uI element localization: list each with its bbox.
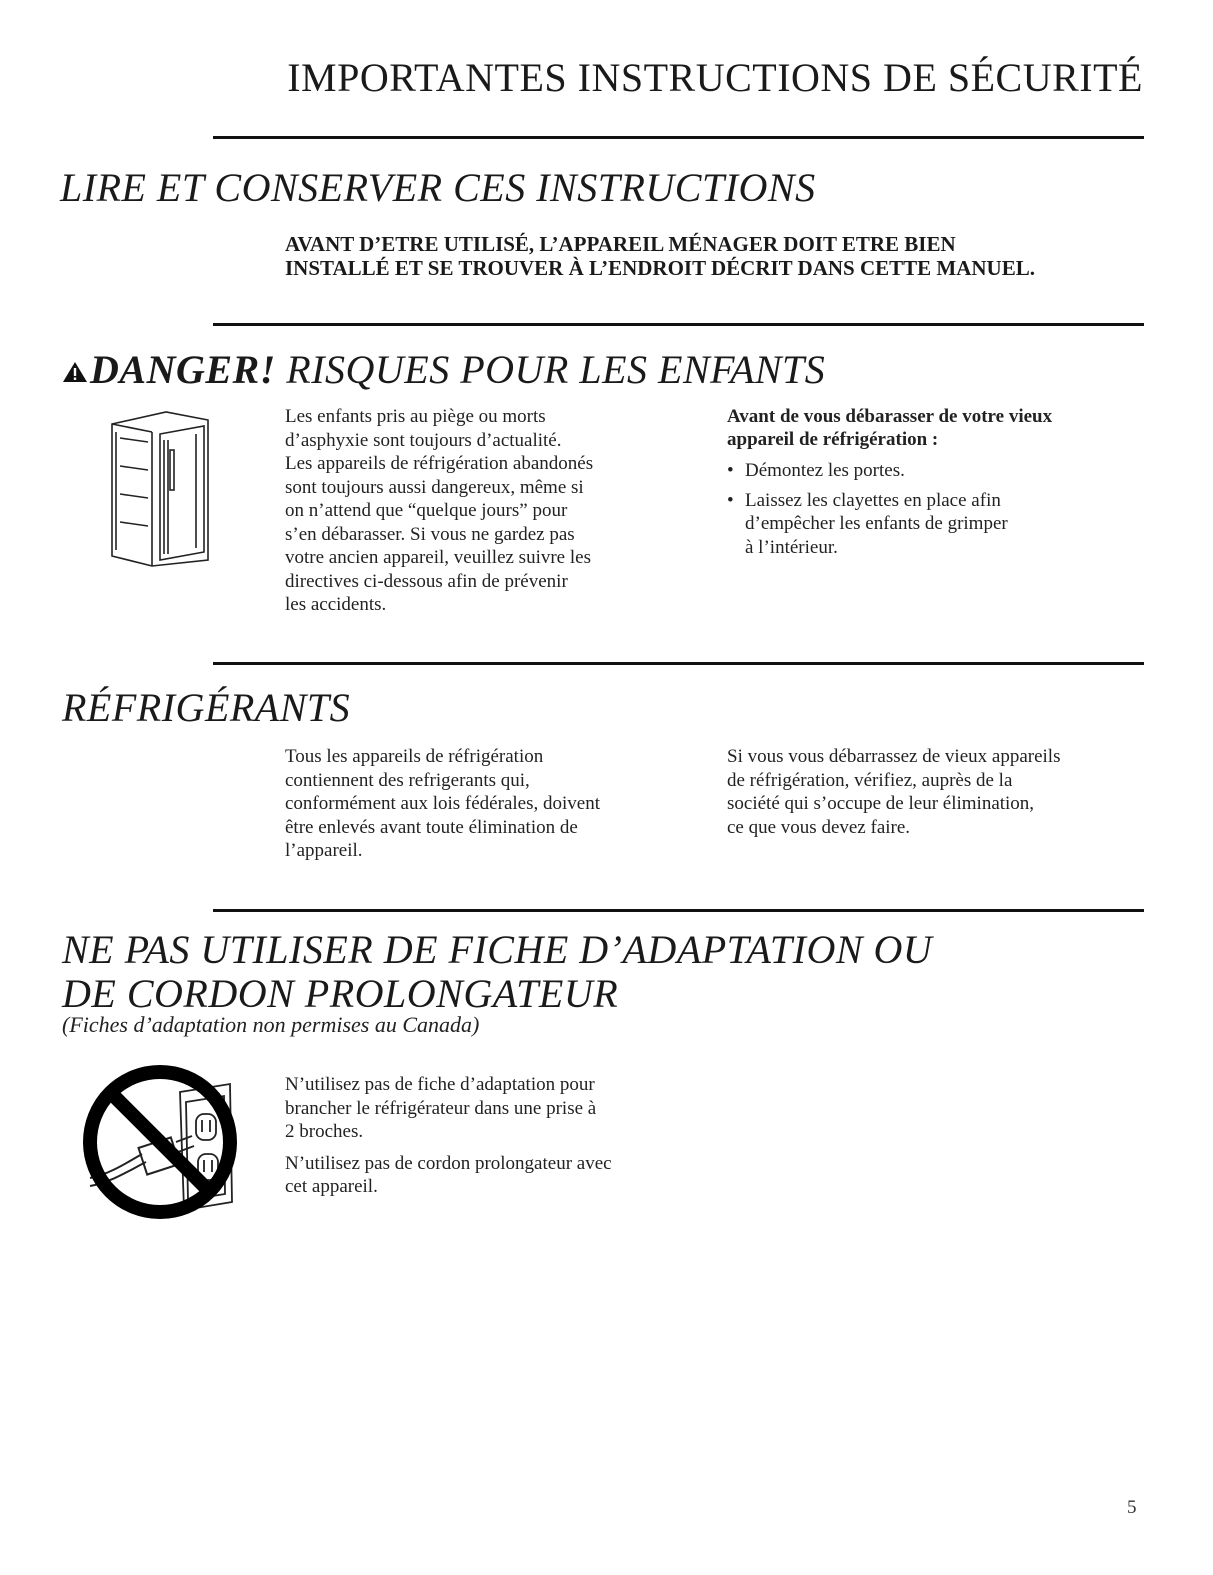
text-line: N’utilisez pas de cordon prolongateur avec [285,1152,612,1174]
text-line: Si vous vous débarrassez de vieux appareils [727,746,1061,767]
text-line: • Laissez les clayettes en place afin [745,489,1001,511]
divider [213,323,1144,326]
text-line: Tous les appareils de réfrigération [285,746,544,767]
text-line: conformément aux lois fédérales, doivent [285,793,600,814]
divider [213,136,1144,139]
installation-notice-line: AVANT D’ETRE UTILISÉ, L’APPAREIL MÉNAGER DOIT ETRE BIEN [285,232,956,256]
section-heading-danger [62,348,825,392]
text-line: ce que vous devez faire. [727,816,911,838]
divider [213,909,1144,912]
text-line: on n’attend que “quelque jours” pour [285,500,568,521]
heading-line: DE CORDON PROLONGATEUR [62,971,619,1016]
text-line: Les appareils de réfrigération abandonés [285,453,594,474]
text-line: sont toujours aussi dangereux, même si [285,476,584,498]
list-item [727,459,1147,483]
danger-body-text [285,405,705,617]
refrigerants-left-text [285,745,705,863]
text-line: contiennent des refrigerants qui, [285,769,530,791]
danger-label: DANGER! [90,347,276,392]
text-line: N’utilisez pas de fiche d’adaptation pour [285,1074,595,1095]
text-line: • Démontez les portes. [745,460,905,481]
text-line: l’appareil. [285,840,363,861]
text-line: directives ci-dessous afin de prévenir [285,570,568,592]
text-line: à l’intérieur. [745,536,838,558]
warning-triangle-icon [62,361,88,383]
text-line: de réfrigération, vérifiez, auprès de la [727,769,1013,791]
text-line: d’empêcher les enfants de grimper [745,513,1008,534]
text-line: société qui s’occupe de leur élimination, [727,793,1035,814]
no-adapter-plug-icon [80,1062,240,1222]
disposal-heading-line: appareil de réfrigération : [727,429,939,450]
list-item [727,489,1147,560]
text-line: d’asphyxie sont toujours d’actualité. [285,429,562,451]
page-number: 5 [1127,1497,1137,1518]
text-line: être enlevés avant toute élimination de [285,816,578,838]
divider [213,662,1144,665]
adapter-subtitle: (Fiches d’adaptation non permises au Canada) [62,1012,480,1037]
section-heading-read-instructions: LIRE ET CONSERVER CES INSTRUCTIONS [60,165,816,210]
disposal-instructions [727,405,1147,565]
installation-notice-line: INSTALLÉ ET SE TROUVER À L’ENDROIT DÉCRIT DANS CETTE MANUEL. [285,256,1035,280]
text-line: brancher le réfrigérateur dans une prise à [285,1097,597,1119]
text-line: cet appareil. [285,1176,378,1197]
text-line: les accidents. [285,594,387,615]
adapter-text [285,1073,725,1199]
text-line: Les enfants pris au piège ou morts [285,406,546,427]
text-line: s’en débarasser. Si vous ne gardez pas [285,523,575,545]
disposal-bullet-list [727,459,1147,559]
heading-line: NE PAS UTILISER DE FICHE D’ADAPTATION OU [62,927,933,972]
section-heading-adapter [62,928,932,1016]
text-line: votre ancien appareil, veuillez suivre les [285,547,591,568]
section-heading-refrigerants: RÉFRIGÉRANTS [62,685,351,730]
installation-notice [285,232,1035,280]
disposal-heading-line: Avant de vous débarasser de votre vieux [727,406,1053,427]
open-refrigerator-illustration [104,410,216,568]
page-title: IMPORTANTES INSTRUCTIONS DE SÉCURITÉ [287,55,1143,100]
text-line: 2 broches. [285,1121,364,1142]
danger-heading-text: RISQUES POUR LES ENFANTS [275,347,826,392]
refrigerants-right-text [727,745,1167,839]
